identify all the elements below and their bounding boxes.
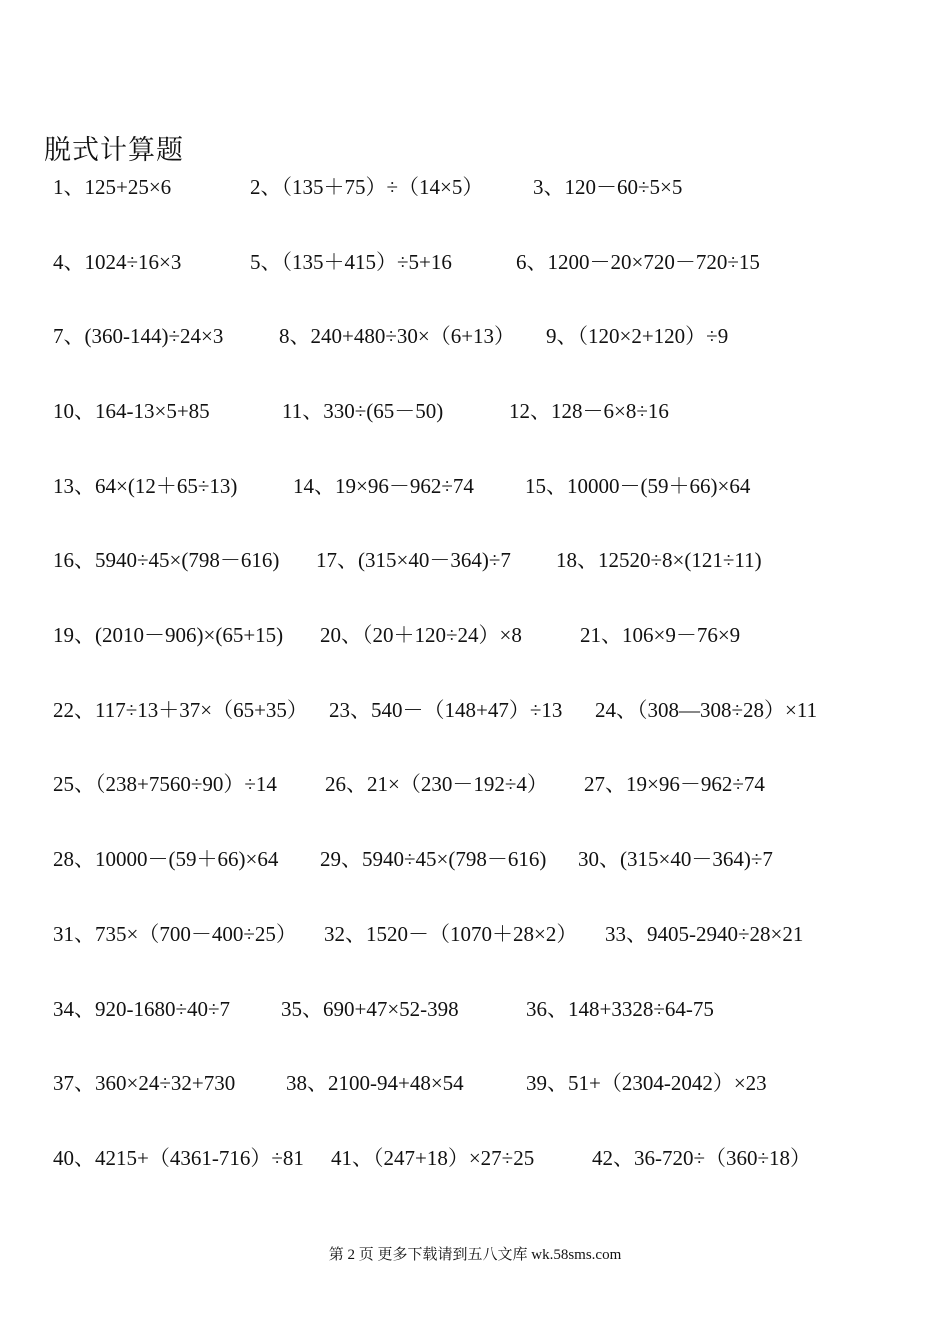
page-footer: 第 2 页 更多下载请到五八文库 wk.58sms.com — [328, 1247, 622, 1263]
problem-row — [0, 471, 950, 501]
problem-17: 17、(315×40－364)÷7 — [316, 548, 511, 572]
problem-3: 3、120－60÷5×5 — [533, 175, 683, 199]
problem-34: 34、920-1680÷40÷7 — [53, 997, 231, 1021]
page-title: 脱式计算题 — [44, 135, 184, 166]
problem-24: 24、（308—308÷28）×11 — [595, 698, 818, 722]
problem-5: 5、（135＋415）÷5+16 — [250, 250, 452, 274]
problem-26: 26、21×（230－192÷4） — [325, 772, 548, 796]
problem-19: 19、(2010－906)×(65+15) — [53, 623, 284, 647]
problem-29: 29、5940÷45×(798－616) — [320, 847, 547, 871]
problem-36: 36、148+3328÷64-75 — [526, 997, 714, 1021]
problem-4: 4、1024÷16×3 — [53, 250, 182, 274]
problem-row — [0, 545, 950, 575]
problem-28: 28、10000－(59＋66)×64 — [53, 847, 279, 871]
problem-row — [0, 994, 950, 1024]
problem-30: 30、(315×40－364)÷7 — [578, 847, 773, 871]
problem-row — [0, 620, 950, 650]
problem-32: 32、1520－（1070＋28×2） — [324, 922, 578, 946]
problem-row — [0, 695, 950, 725]
problem-23: 23、540－（148+47）÷13 — [329, 698, 563, 722]
problem-38: 38、2100-94+48×54 — [286, 1071, 464, 1095]
problem-row — [0, 1143, 950, 1173]
problem-41: 41、（247+18）×27÷25 — [331, 1146, 535, 1170]
problem-row — [0, 1068, 950, 1098]
problem-21: 21、106×9－76×9 — [580, 623, 741, 647]
problem-row — [0, 844, 950, 874]
problem-12: 12、128－6×8÷16 — [509, 399, 669, 423]
problem-22: 22、117÷13＋37×（65+35） — [53, 698, 308, 722]
problem-25: 25、（238+7560÷90）÷14 — [53, 772, 277, 796]
problem-37: 37、360×24÷32+730 — [53, 1071, 236, 1095]
problem-33: 33、9405-2940÷28×21 — [605, 922, 804, 946]
problem-27: 27、19×96－962÷74 — [584, 772, 765, 796]
problem-39: 39、51+（2304-2042）×23 — [526, 1071, 767, 1095]
problem-1: 1、125+25×6 — [53, 175, 172, 199]
problem-40: 40、4215+（4361-716）÷81 — [53, 1146, 304, 1170]
problem-row — [0, 769, 950, 799]
problem-11: 11、330÷(65－50) — [282, 399, 444, 423]
problem-20: 20、（20＋120÷24）×8 — [320, 623, 522, 647]
problem-13: 13、64×(12＋65÷13) — [53, 474, 238, 498]
problem-8: 8、240+480÷30×（6+13） — [279, 324, 516, 348]
problem-35: 35、690+47×52-398 — [281, 997, 459, 1021]
problem-row — [0, 172, 950, 202]
problem-row — [0, 919, 950, 949]
problem-10: 10、164-13×5+85 — [53, 399, 210, 423]
problem-row — [0, 396, 950, 426]
problem-16: 16、5940÷45×(798－616) — [53, 548, 280, 572]
problem-9: 9、（120×2+120）÷9 — [546, 324, 729, 348]
problem-row — [0, 247, 950, 277]
problem-7: 7、(360-144)÷24×3 — [53, 324, 224, 348]
problem-row — [0, 321, 950, 351]
problem-42: 42、36-720÷（360÷18） — [592, 1146, 812, 1170]
problem-15: 15、10000－(59＋66)×64 — [525, 474, 751, 498]
problem-2: 2、（135＋75）÷（14×5） — [250, 175, 484, 199]
problem-14: 14、19×96－962÷74 — [293, 474, 474, 498]
problem-6: 6、1200－20×720－720÷15 — [516, 250, 760, 274]
problem-31: 31、735×（700－400÷25） — [53, 922, 297, 946]
problem-18: 18、12520÷8×(121÷11) — [556, 548, 762, 572]
